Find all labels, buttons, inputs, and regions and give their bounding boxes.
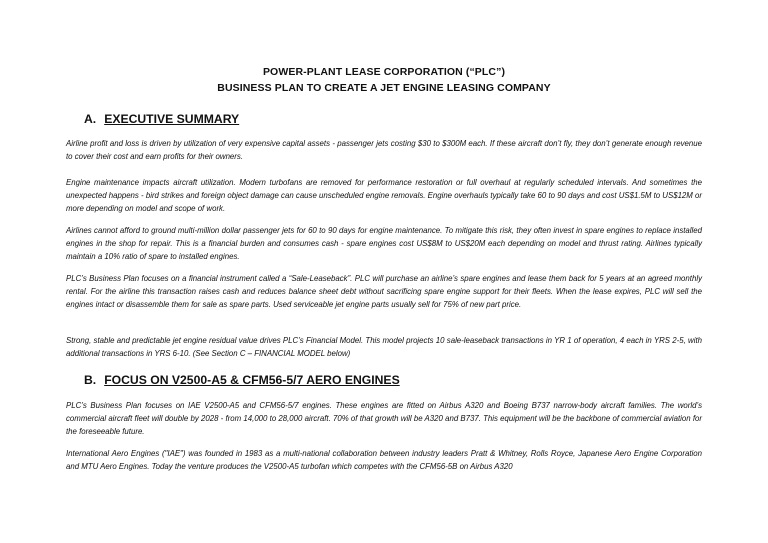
section-a-heading xyxy=(84,112,239,126)
section-a-title: EXECUTIVE SUMMARY xyxy=(104,112,240,126)
section-a-paragraph-4: PLC’s Business Plan focuses on a financial instrument called a “Sale-Leaseback”. PLC will purchase an airline’s spare engines and lease them back for 5 years at an agreed monthly rental. For the airline this transaction raises cash and reduces balance sheet debt without sacrificing spare engine support for their fleets. When the lease expires, PLC will sell the engines intact or disassemble them for sale as spare parts. Used serviceable jet engine parts usually sell for 75% of new part price. xyxy=(66,274,702,309)
document-subtitle: BUSINESS PLAN TO CREATE A JET ENGINE LEASING COMPANY xyxy=(217,82,551,94)
document-title: POWER-PLANT LEASE CORPORATION (“PLC”) xyxy=(262,66,506,78)
section-b-number: B. xyxy=(84,373,97,387)
section-b-title: FOCUS ON V2500-A5 & CFM56-5/7 AERO ENGINES xyxy=(104,373,400,387)
section-b-heading xyxy=(84,373,400,387)
section-a-paragraph-5: Strong, stable and predictable jet engine residual value drives PLC’s Financial Model. This model projects 10 sale-leaseback transactions in YR 1 of operation, 4 each in YRS 2-5, with additional transactions in YRS 6-10. (See Section C – FINANCIAL MODEL below) xyxy=(66,336,702,358)
section-b-paragraph-2: International Aero Engines ("IAE") was founded in 1983 as a multi-national collaboration between industry leaders Pratt & Whitney, Rolls Royce, Japanese Aero Engine Corporation and MTU Aero Engines. Today the venture produces the V2500-A5 turbofan which competes with the CFM56-5B on Airbus A320 xyxy=(66,449,702,471)
section-b-paragraph-1: PLC’s Business Plan focuses on IAE V2500-A5 and CFM56-5/7 engines. These engines are fitted on Airbus A320 and Boeing B737 narrow-body aircraft families. The world’s commercial aircraft fleet will double by 2028 - from 14,000 to 28,000 aircraft. 70% of that growth will be A320 and B737. This equipment will be the backbone of commercial aviation for the foreseeable future. xyxy=(66,401,702,436)
section-a-number: A. xyxy=(84,112,97,126)
section-a-paragraph-3: Airlines cannot afford to ground multi-million dollar passenger jets for 60 to 90 days for engine maintenance. To mitigate this risk, they often invest in spare engines to replace installed engines in the shop for repair. This is a financial burden and consumes cash - spare engines cost US$8M to US$20M each depending on model and thrust rating. Airlines typically maintain a 10% ratio of spare to installed engines. xyxy=(66,226,702,261)
section-a-paragraph-2: Engine maintenance impacts aircraft utilization. Modern turbofans are removed for performance restoration or full overhaul at regularly scheduled intervals. And sometimes the unexpected happens - bird strikes and foreign object damage can cause unscheduled engine removals. Engine overhauls typically take 60 to 90 days and cost US$1.5M to US$12M or more depending on model and scope of work. xyxy=(66,178,702,213)
section-a-paragraph-1: Airline profit and loss is driven by utilization of very expensive capital assets - passenger jets costing $30 to $300M each. If these aircraft don’t fly, they don’t generate enough revenue to cover their cost and earn profits for their owners. xyxy=(66,139,702,161)
